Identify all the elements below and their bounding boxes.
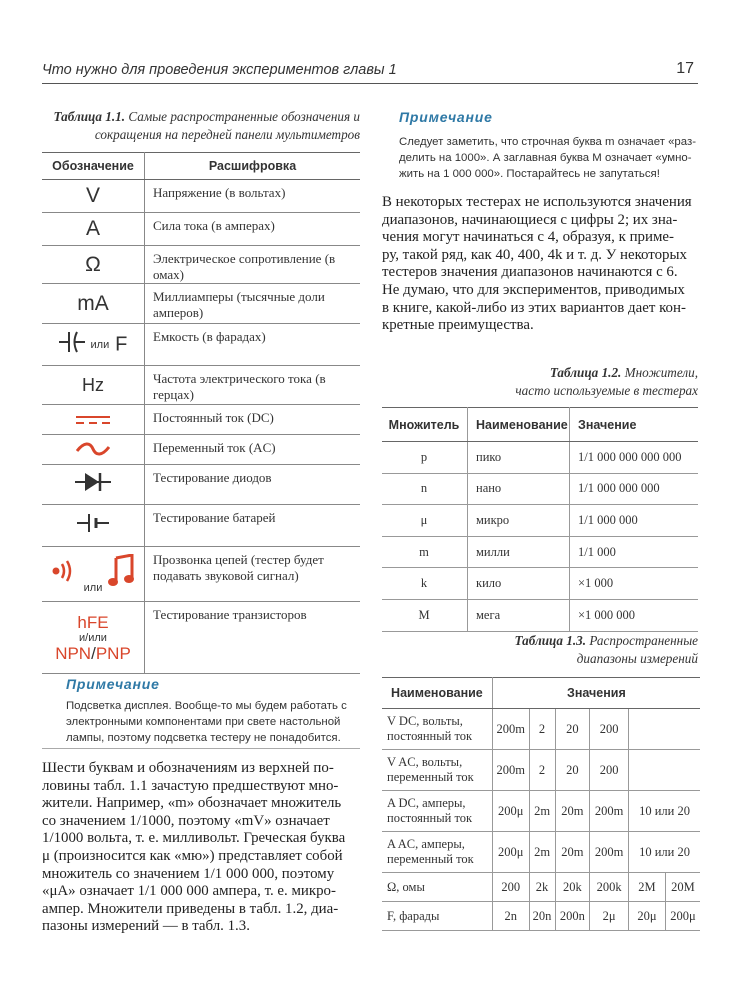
note-left-text <box>66 698 366 746</box>
table-cell: 20m <box>555 832 590 873</box>
symbol-cell: Ω <box>42 246 145 284</box>
table-row <box>42 284 360 324</box>
body-line: со значением 1/1000, поэтому «mV» означает <box>42 812 330 829</box>
table-cell: 200k <box>590 873 629 902</box>
table-cell: 20M <box>665 873 700 902</box>
table-cell: 2 <box>529 750 555 791</box>
table-row <box>42 435 360 465</box>
table-cell: 200 <box>590 709 629 750</box>
range-name-line: переменный ток <box>387 770 474 784</box>
note-line: жить на 1 000 000». Постарайтесь не запутаться! <box>399 168 660 180</box>
table-row <box>382 873 700 902</box>
body-line: ру, такой ряд, как 40, 400, 4k и т. д. У некоторых <box>382 246 687 263</box>
table-row <box>382 442 698 474</box>
table-cell: нано <box>468 473 570 505</box>
range-name-line: V AC, вольты, <box>387 755 463 769</box>
note-heading: Примечание <box>399 109 493 125</box>
symbol-cell <box>42 324 145 366</box>
table-cell: 2μ <box>590 902 629 931</box>
table-row <box>382 750 700 791</box>
table-header-row <box>382 678 700 709</box>
npn-label: NPN <box>55 643 92 663</box>
symbol-cell: V <box>42 180 145 213</box>
table1-caption-label: Таблица 1.1. <box>53 109 126 124</box>
table-cell: 2m <box>529 791 555 832</box>
meaning-cell: Тестирование транзисторов <box>145 602 361 674</box>
table3-caption-label: Таблица 1.3. <box>514 633 587 648</box>
ac-symbol-icon <box>76 438 110 462</box>
meaning-cell: Постоянный ток (DC) <box>145 405 361 435</box>
table-cell: 200m <box>492 750 529 791</box>
table-cell: кило <box>468 568 570 600</box>
symbol-cell <box>42 505 145 547</box>
table-cell: 200n <box>555 902 590 931</box>
column-header-symbol: Обозначение <box>42 153 145 180</box>
table2-caption-text-2: часто используемые в тестерах <box>515 383 698 398</box>
sound-wave-icon <box>52 558 78 590</box>
body-line: тестеров значения диапазонов начинаются с 6. <box>382 264 678 281</box>
meaning-cell: Тестирование диодов <box>145 465 361 505</box>
table-cell: 1/1 000 000 <box>570 505 699 537</box>
note-right-text <box>399 134 701 182</box>
table-cell: 200m <box>492 709 529 750</box>
table-cell: 2 <box>529 709 555 750</box>
dc-symbol-icon <box>76 408 110 432</box>
table-row <box>382 505 698 537</box>
range-name-line: A AC, амперы, <box>387 837 465 851</box>
table-row <box>42 324 360 366</box>
meaning-cell: Напряжение (в вольтах) <box>145 180 361 213</box>
symbol-cell <box>42 405 145 435</box>
body-line: жители. Например, «m» обозначает множитель <box>42 795 342 812</box>
column-header-meaning: Расшифровка <box>145 153 361 180</box>
body-line: ловины табл. 1.1 зачастую предшествуют мно- <box>42 777 339 794</box>
hfe-label: hFE <box>77 612 109 632</box>
ranges-table <box>382 677 700 931</box>
pnp-label: PNP <box>95 643 131 663</box>
body-line: μ (произносится как «мю») представляет собой <box>42 847 343 864</box>
meaning-cell: Емкость (в фарадах) <box>145 324 361 366</box>
table-row <box>382 599 698 631</box>
body-line: Не думаю, что для экспериментов, приводимых <box>382 281 685 298</box>
table-cell: 20m <box>555 791 590 832</box>
range-name-cell: F, фарады <box>382 902 492 931</box>
header-rule <box>42 83 698 84</box>
table-row <box>42 246 360 284</box>
table-cell: 1/1 000 000 000 000 <box>570 442 699 474</box>
table-row <box>382 536 698 568</box>
meaning-cell: Электрическое сопротивление (в омах) <box>145 246 361 284</box>
range-name-cell <box>382 832 492 873</box>
table-cell: 1/1 000 <box>570 536 699 568</box>
note-line: Подсветка дисплея. Вообще-то мы будем работать с <box>66 700 347 712</box>
table-cell: микро <box>468 505 570 537</box>
music-note-icon <box>108 554 134 594</box>
table-cell: 200 <box>590 750 629 791</box>
symbol-cell <box>42 435 145 465</box>
table-row <box>382 832 700 873</box>
symbol-cell: mA <box>42 284 145 324</box>
body-line: кретные преимущества. <box>382 317 534 334</box>
table-cell: 2k <box>529 873 555 902</box>
range-name-cell <box>382 709 492 750</box>
range-name-cell: Ω, омы <box>382 873 492 902</box>
table-row <box>382 473 698 505</box>
table-cell: 10 или 20 <box>629 791 700 832</box>
table-cell: ×1 000 <box>570 568 699 600</box>
table-row <box>42 213 360 246</box>
symbols-table <box>42 152 360 674</box>
table-row <box>42 366 360 405</box>
meaning-cell: Прозвонка цепей (тестер будет подавать звуковой сигнал) <box>145 547 361 602</box>
or-label: или <box>90 338 110 351</box>
table-row <box>42 547 360 602</box>
table-row <box>42 602 360 674</box>
farad-letter: F <box>115 333 128 355</box>
body-line: В некоторых тестерах не используются значения <box>382 194 692 210</box>
transistor-type-label <box>43 645 143 663</box>
note-line: лампы, поэтому подсветка тестеру не понадобится. <box>66 732 341 744</box>
range-name-line: V DC, вольты, <box>387 714 463 728</box>
multipliers-table <box>382 407 698 632</box>
note-line: делить на 1000». А заглавная буква M означает «умно- <box>399 152 692 164</box>
range-name-cell <box>382 750 492 791</box>
page-header <box>42 58 698 84</box>
table-cell: 2m <box>529 832 555 873</box>
or-label: или <box>83 582 103 594</box>
symbol-cell <box>42 465 145 505</box>
table-cell: M <box>382 599 468 631</box>
table-cell <box>629 709 700 750</box>
column-header-value: Значение <box>570 408 699 442</box>
range-name-line: постоянный ток <box>387 811 473 825</box>
note-left-rule <box>42 748 360 749</box>
table-cell: m <box>382 536 468 568</box>
body-text-right <box>382 194 700 335</box>
column-header-name: Наименование <box>382 678 492 709</box>
table-cell: мега <box>468 599 570 631</box>
meaning-cell: Переменный ток (AC) <box>145 435 361 465</box>
page-number: 17 <box>676 60 694 77</box>
table-cell: μ <box>382 505 468 537</box>
battery-icon <box>77 511 109 541</box>
table-cell: пико <box>468 442 570 474</box>
table-cell: 200μ <box>492 832 529 873</box>
and-or-label: и/или <box>79 631 107 644</box>
body-line: множитель со значением 1/1 000 000, поэтому <box>42 865 335 882</box>
table1-caption-text: Самые распространенные обозначения и сокращения на передней панели мультиметров <box>94 109 360 142</box>
meaning-cell: Сила тока (в амперах) <box>145 213 361 246</box>
table-cell: 200μ <box>665 902 700 931</box>
symbol-cell: A <box>42 213 145 246</box>
body-line: «μА» означает 1/1 000 000 ампера, т. е. микро- <box>42 883 336 900</box>
table-header-row <box>382 408 698 442</box>
table-cell: 10 или 20 <box>629 832 700 873</box>
table-cell: p <box>382 442 468 474</box>
column-header-name: Наименование <box>468 408 570 442</box>
table-cell: милли <box>468 536 570 568</box>
table3-caption-text: Распространенные <box>589 633 698 648</box>
table-cell: 2M <box>629 873 666 902</box>
table-row <box>382 568 698 600</box>
body-line: чения могут начинаться с 4, образуя, к приме- <box>382 229 674 246</box>
table-cell: 20μ <box>629 902 666 931</box>
table-row <box>382 902 700 931</box>
table-cell: 20k <box>555 873 590 902</box>
table-cell: ×1 000 000 <box>570 599 699 631</box>
table-cell: 200m <box>590 832 629 873</box>
table-cell: 200μ <box>492 791 529 832</box>
table-row <box>42 405 360 435</box>
body-line: пазоны измерений — в табл. 1.3. <box>42 918 250 935</box>
column-header-values: Значения <box>492 678 700 709</box>
table2-caption <box>382 364 698 400</box>
table2-caption-text: Множители, <box>624 365 698 380</box>
range-name-line: переменный ток <box>387 852 474 866</box>
table-row <box>42 505 360 547</box>
table2-caption-label: Таблица 1.2. <box>549 365 622 380</box>
table-cell <box>629 750 700 791</box>
symbol-cell <box>42 602 145 674</box>
table-cell: n <box>382 473 468 505</box>
note-right <box>399 109 699 125</box>
table-row <box>382 791 700 832</box>
body-line: 1/1000 вольта, т. е. милливольт. Греческая буква <box>42 830 346 847</box>
range-name-line: постоянный ток <box>387 729 473 743</box>
body-text-left <box>42 760 360 936</box>
table-cell: 200m <box>590 791 629 832</box>
range-name-line: A DC, амперы, <box>387 796 466 810</box>
slash-label: / <box>91 643 96 663</box>
table-cell: 2n <box>492 902 529 931</box>
meaning-cell: Частота электрического тока (в герцах) <box>145 366 361 405</box>
body-line: в книге, какой-либо из этих вариантов дает кон- <box>382 299 686 316</box>
range-name-cell <box>382 791 492 832</box>
note-line: электронными компонентами при свете настольной <box>66 716 341 728</box>
table-cell: 1/1 000 000 000 <box>570 473 699 505</box>
note-left <box>66 676 356 692</box>
meaning-cell: Миллиамперы (тысячные доли амперов) <box>145 284 361 324</box>
table-header-row <box>42 153 360 180</box>
column-header-multiplier: Множитель <box>382 408 468 442</box>
diode-icon <box>75 470 111 500</box>
table-cell: 20 <box>555 750 590 791</box>
body-line: Шести буквам и обозначениям из верхней по- <box>42 760 334 776</box>
body-line: ампер. Множители приведены в табл. 1.2, диа- <box>42 900 339 917</box>
table3-caption-text-2: диапазоны измерений <box>576 651 698 666</box>
symbol-cell <box>42 547 145 602</box>
note-line: Следует заметить, что строчная буква m означает «раз- <box>399 136 696 148</box>
capacitor-icon <box>59 330 85 360</box>
symbol-cell: Hz <box>42 366 145 405</box>
body-line: диапазонов, начинающиеся с цифры 2; их зна- <box>382 211 678 228</box>
running-title: Что нужно для проведения экспериментов главы 1 <box>42 62 397 78</box>
table-cell: 20 <box>555 709 590 750</box>
table-row <box>382 709 700 750</box>
table3-caption <box>382 632 698 668</box>
table-row <box>42 465 360 505</box>
table1-caption <box>42 108 360 144</box>
table-cell: 200 <box>492 873 529 902</box>
table-cell: 20n <box>529 902 555 931</box>
meaning-cell: Тестирование батарей <box>145 505 361 547</box>
note-heading: Примечание <box>66 676 160 692</box>
table-row <box>42 180 360 213</box>
table-cell: k <box>382 568 468 600</box>
